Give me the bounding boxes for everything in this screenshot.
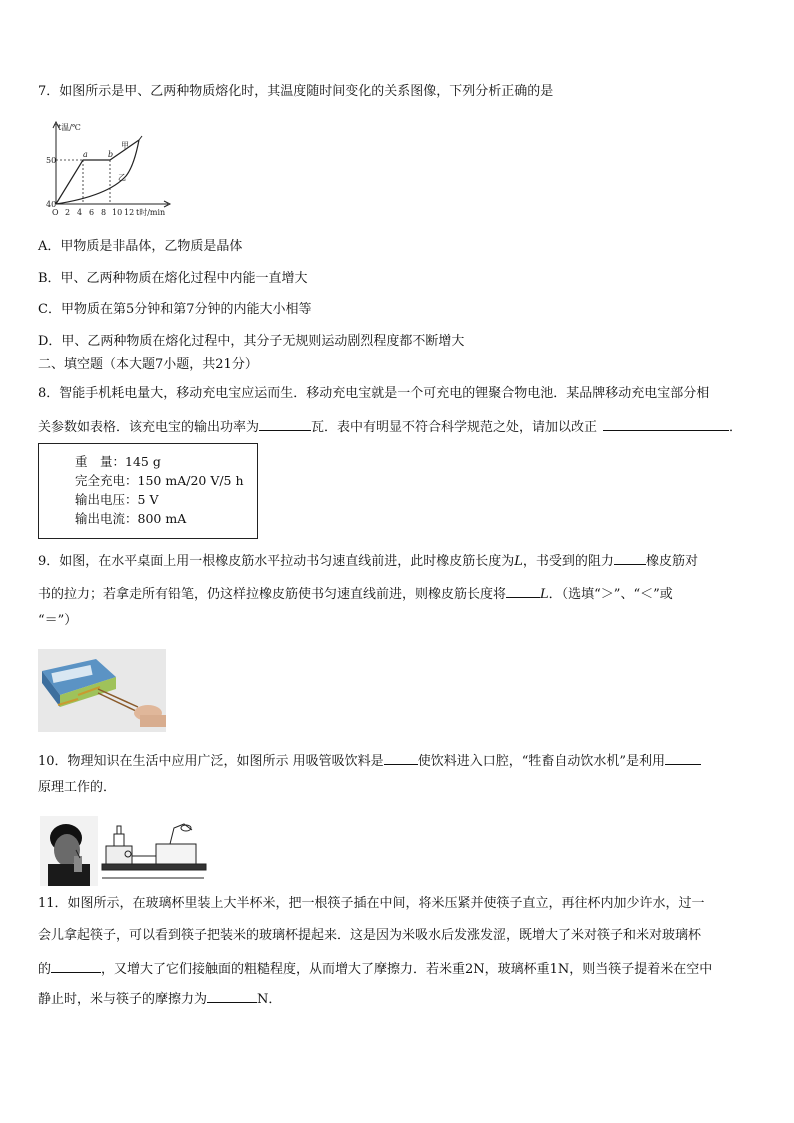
q10-text-b: 使饮料进入口腔，“牲畜自动饮水机”是利用 bbox=[417, 754, 665, 769]
graph-x-tick-10: 10 bbox=[112, 208, 123, 217]
q9-text-a: 9．如图，在水平桌面上用一根橡皮筋水平拉动书匀速直线前进，此时橡皮筋长度为 bbox=[38, 554, 515, 569]
q9-text-b: ，书受到的阻力 bbox=[522, 554, 614, 569]
spec-label: 重 量： bbox=[75, 454, 126, 469]
q9-line1 bbox=[38, 550, 698, 571]
spec-value: 145 g bbox=[125, 454, 161, 469]
q11-line4 bbox=[38, 988, 281, 1009]
q9-book-photo bbox=[38, 649, 166, 732]
spec-value: 150 mA/20 V/5 h bbox=[137, 473, 244, 488]
graph-curve-yi: 乙 bbox=[118, 173, 126, 182]
graph-x-tick-8: 8 bbox=[101, 208, 107, 217]
spec-label: 输出电流： bbox=[75, 511, 138, 526]
q9-symbol-L: L bbox=[514, 554, 523, 569]
q9-line2 bbox=[38, 583, 673, 604]
q11-text-b: ，又增大了它们接触面的粗糙程度，从而增大了摩擦力．若米重2N，玻璃杯重1N，则当筷子提着米在空中 bbox=[101, 962, 713, 977]
graph-point-a: a bbox=[83, 150, 88, 159]
q8-line1: 8．智能手机耗电量大，移动充电宝应运而生．移动充电宝就是一个可充电的锂聚合物电池．某品牌移动充电宝部分相 bbox=[38, 386, 710, 401]
q10-water-feeder-drawing bbox=[100, 820, 208, 882]
spec-value: 800 mA bbox=[137, 511, 187, 526]
spec-row-voltage bbox=[75, 490, 158, 508]
spec-label: 输出电压： bbox=[75, 492, 138, 507]
graph-x-label: t时/min bbox=[136, 208, 166, 217]
q10-blank-2[interactable] bbox=[665, 750, 701, 765]
q11-text-c: 静止时，米与筷子的摩擦力为 bbox=[38, 992, 208, 1007]
q11-text-a: 的 bbox=[38, 962, 52, 977]
graph-y-label: t温/℃ bbox=[58, 123, 81, 132]
graph-x-tick-6: 6 bbox=[89, 208, 95, 217]
spec-row-current bbox=[75, 509, 186, 527]
q7-option-d: D．甲、乙两种物质在熔化过程中，其分子无规则运动剧烈程度都不断增大 bbox=[38, 334, 465, 349]
q11-blank-1[interactable] bbox=[51, 958, 101, 973]
q8-line2-text-c: ． bbox=[729, 420, 743, 435]
graph-y-tick-50: 50 bbox=[46, 156, 57, 165]
graph-point-b: b bbox=[108, 150, 114, 159]
q10-line2: 原理工作的． bbox=[38, 780, 117, 795]
spec-value: 5 V bbox=[137, 492, 159, 507]
spec-label: 完全充电： bbox=[75, 473, 138, 488]
graph-x-tick-4: 4 bbox=[77, 208, 83, 217]
q9-blank-1[interactable] bbox=[614, 550, 646, 565]
q8-line2-text-a: 关参数如表格．该充电宝的输出功率为 bbox=[38, 420, 260, 435]
spec-row-charge bbox=[75, 471, 244, 489]
spec-row-weight bbox=[75, 452, 161, 470]
q8-line2-text-b: 瓦．表中有明显不符合科学规范之处，请加以改正 bbox=[311, 420, 598, 435]
q10-line1 bbox=[38, 750, 701, 771]
q10-text-a: 10．物理知识在生活中应用广泛，如图所示 用吸管吸饮料是 bbox=[38, 754, 384, 769]
graph-x-tick-2: 2 bbox=[65, 208, 71, 217]
q9-text-e: ．（选填“＞”、“＜”或 bbox=[548, 587, 673, 602]
q7-option-a: A．甲物质是非晶体，乙物质是晶体 bbox=[38, 239, 243, 254]
q9-line3: “＝”） bbox=[38, 613, 78, 628]
q8-blank-power[interactable] bbox=[259, 416, 311, 431]
q7-option-b: B．甲、乙两种物质在熔化过程中内能一直增大 bbox=[38, 271, 308, 286]
q8-spec-table bbox=[38, 443, 258, 539]
melting-graph bbox=[38, 118, 188, 218]
q10-straw-photo bbox=[40, 816, 98, 886]
q9-blank-2[interactable] bbox=[506, 583, 540, 598]
graph-x-tick-12: 12 bbox=[124, 208, 135, 217]
graph-y-tick-40: 40 bbox=[46, 200, 57, 209]
graph-curve-jia: 甲 bbox=[121, 141, 129, 150]
q9-symbol-L2: L bbox=[540, 587, 549, 602]
q11-blank-2[interactable] bbox=[207, 988, 257, 1003]
q11-line2: 会儿拿起筷子，可以看到筷子把装米的玻璃杯提起来．这是因为米吸水后发涨发涩，既增大了米对筷子和米对玻璃杯 bbox=[38, 928, 702, 943]
q7-stem: 7．如图所示是甲、乙两种物质熔化时，其温度随时间变化的关系图像，下列分析正确的是 bbox=[38, 84, 554, 99]
q8-blank-correction[interactable] bbox=[603, 416, 729, 431]
q7-option-c: C．甲物质在第5分钟和第7分钟的内能大小相等 bbox=[38, 302, 312, 317]
q11-line1: 11．如图所示，在玻璃杯里装上大半杯米，把一根筷子插在中间，将米压紧并使筷子直立，再往杯内加少许水，过一 bbox=[38, 896, 705, 911]
q8-line2 bbox=[38, 416, 742, 437]
q9-text-d: 书的拉力；若拿走所有铅笔，仍这样拉橡皮筋使书匀速直线前进，则橡皮筋长度将 bbox=[38, 587, 507, 602]
q9-text-c: 橡皮筋对 bbox=[645, 554, 698, 569]
q11-text-d: N． bbox=[257, 992, 282, 1007]
q11-line3 bbox=[38, 958, 712, 979]
graph-origin: O bbox=[52, 208, 59, 217]
q10-blank-1[interactable] bbox=[384, 750, 418, 765]
section-title: 二、填空题（本大题7小题，共21分） bbox=[38, 357, 258, 372]
